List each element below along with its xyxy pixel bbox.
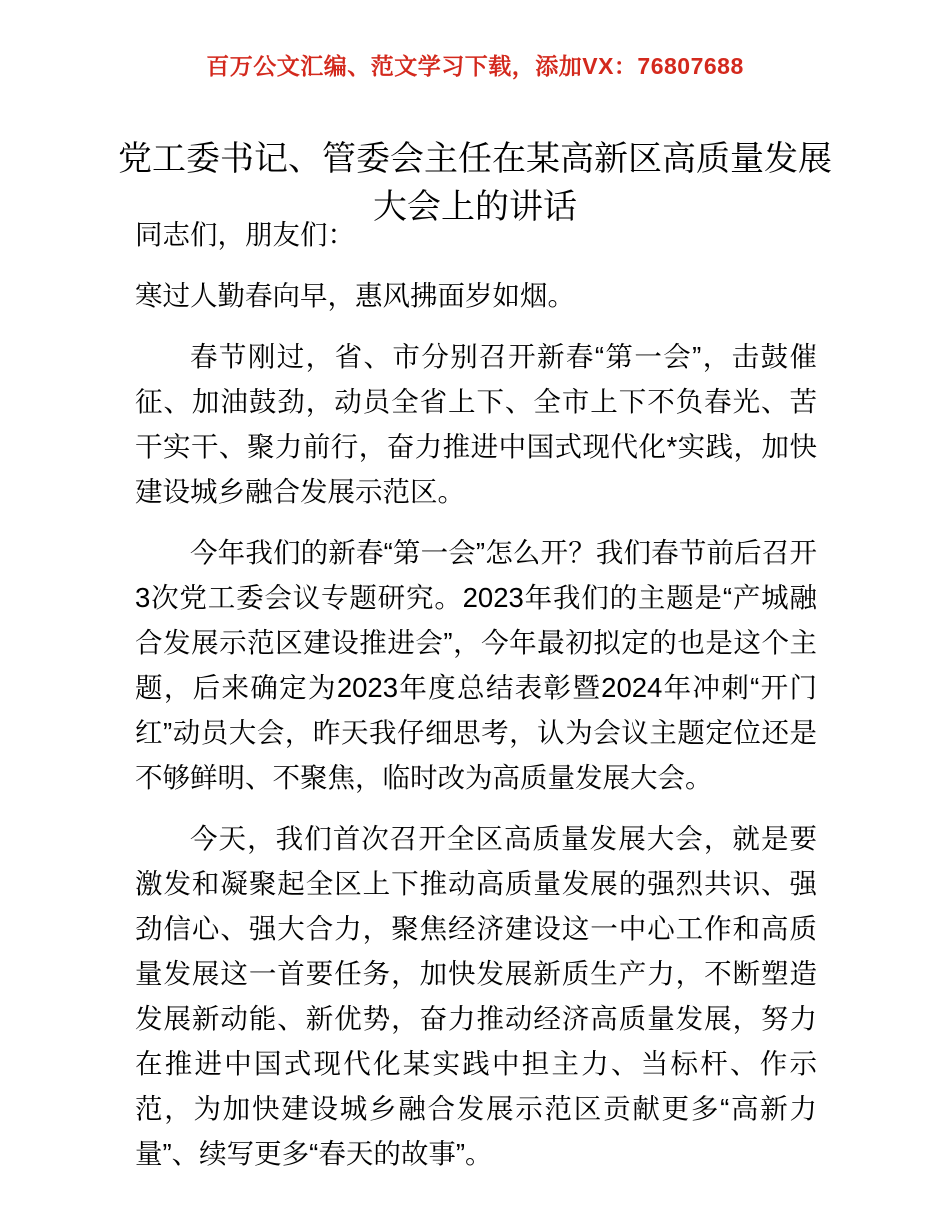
document-body bbox=[135, 212, 817, 1176]
promo-header-text: 百万公文汇编、范文学习下载，添加VX：76807688 bbox=[206, 53, 744, 79]
paragraph-opening-couplet: 寒过人勤春向早，惠风拂面岁如烟。 bbox=[135, 280, 575, 311]
paragraph-spring-festival: 春节刚过，省、市分别召开新春“第一会”，击鼓催征、加油鼓劲，动员全省上下、全市上下不负春光、苦干实干、聚力前行，奋力推进中国式现代化*实践，加快建设城乡融合发展示范区。 bbox=[135, 341, 817, 507]
paragraph-meeting-theme: 今年我们的新春“第一会”怎么开？我们春节前后召开3次党工委会议专题研究。2023年我们的主题是“产城融合发展示范区建设推进会”，今年最初拟定的也是这个主题，后来确定为2023年度总结表彰暨2024年冲刺“开门红”动员大会，昨天我仔细思考，认为会议主题定位还是不够鲜明、不聚焦，临时改为高质量发展大会。 bbox=[135, 537, 817, 793]
page-title: 党工委书记、管委会主任在某高新区高质量发展大会上的讲话 bbox=[118, 139, 832, 226]
paragraph-purpose: 今天，我们首次召开全区高质量发展大会，就是要激发和凝聚起全区上下推动高质量发展的强烈共识、强劲信心、强大合力，聚焦经济建设这一中心工作和高质量发展这一首要任务，加快发展新质生产力，不断塑造发展新动能、新优势，奋力推动经济高质量发展，努力在推进中国式现代化某实践中担主力、当标杆、作示范，为加快建设城乡融合发展示范区贡献更多“高新力量”、续写更多“春天的故事”。 bbox=[135, 823, 817, 1169]
paragraph-salutation: 同志们，朋友们： bbox=[135, 219, 355, 250]
